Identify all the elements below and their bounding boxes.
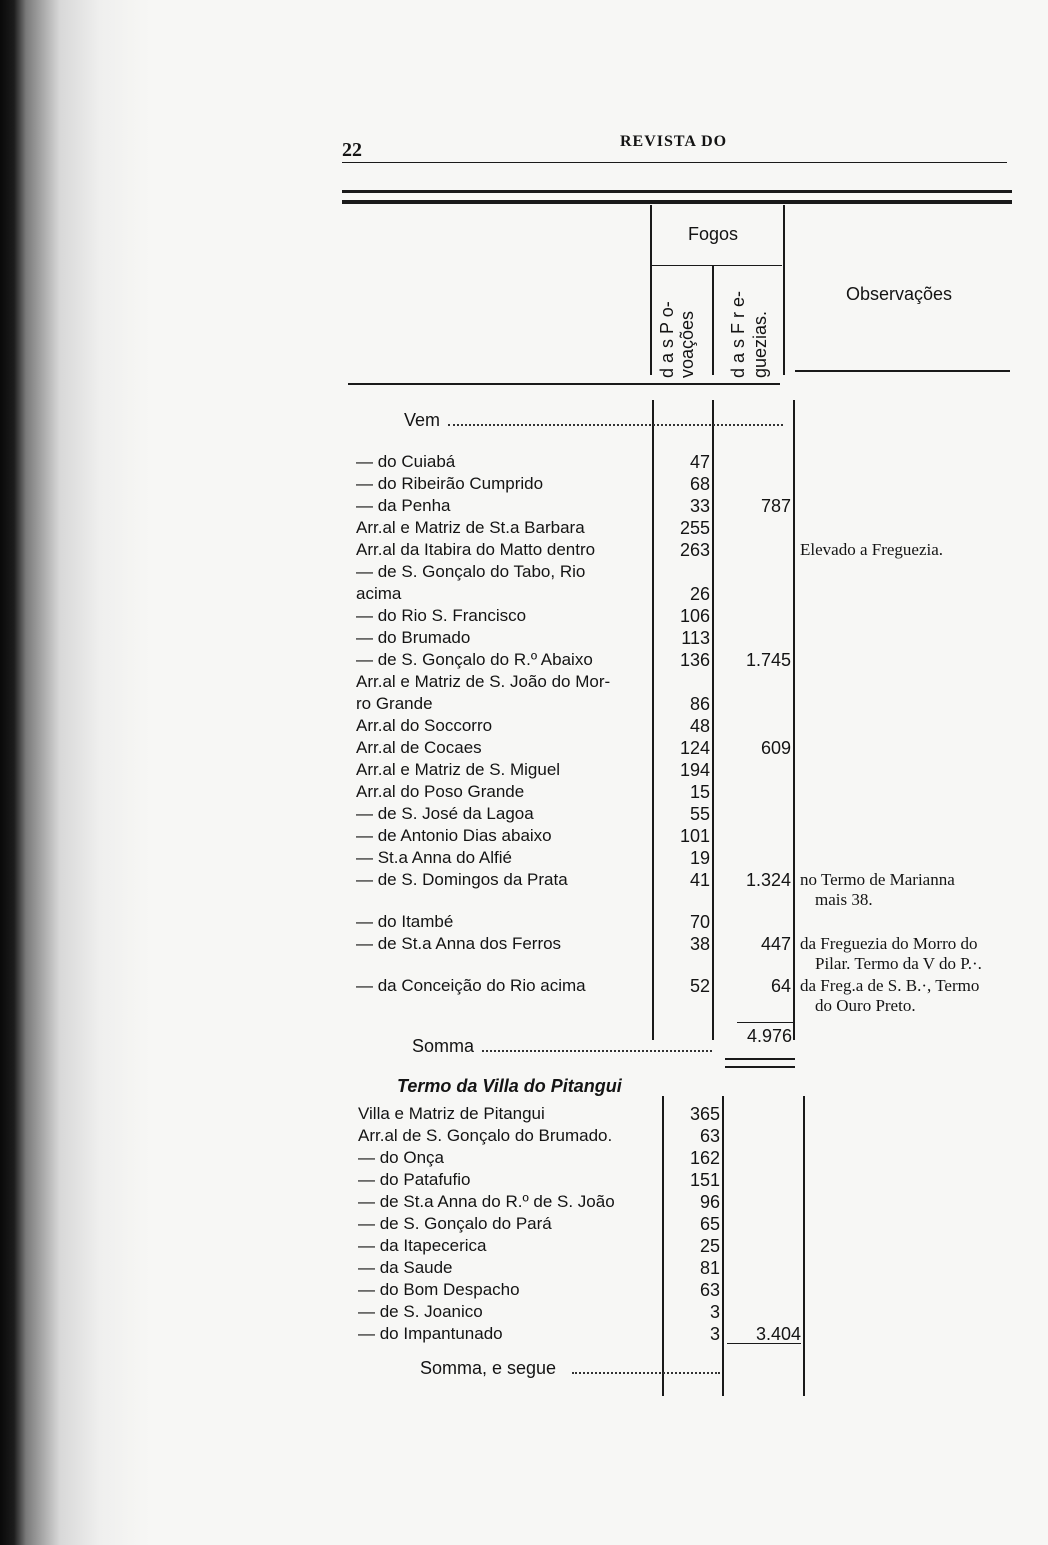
freguezias-header-2: guezias. [750, 310, 770, 378]
row-povoacoes-value: 263 [679, 540, 710, 560]
row-label: — do Patafufio [358, 1170, 471, 1189]
row-povoacoes-value: 255 [679, 518, 710, 538]
body-divider-freg [793, 400, 795, 1040]
row-label: Arr.al do Soccorro [356, 716, 493, 735]
somma-double-rule-2 [725, 1066, 795, 1068]
row-povoacoes-value: 162 [689, 1148, 720, 1168]
row-label: Arr.al e Matriz de S. Miguel [356, 760, 561, 779]
row-povoacoes-value: 124 [679, 738, 710, 758]
row-povoacoes-value: 26 [689, 584, 710, 604]
row-freguezias-value: 1.324 [745, 870, 791, 890]
row-observacao: Elevado a Freguezia. [800, 540, 944, 559]
row-label: — da Conceição do Rio acima [356, 976, 586, 995]
row-label: — do Onça [358, 1148, 444, 1167]
row-povoacoes-value: 63 [699, 1280, 720, 1300]
row-label: acima [356, 584, 402, 603]
body-divider-label [652, 400, 654, 1040]
body2-divider-freg [803, 1096, 805, 1396]
row-label: Arr.al do Poso Grande [356, 782, 525, 801]
row-observacao: da Freg.a de S. B.·, Termo [800, 976, 980, 995]
page-number: 22 [342, 139, 362, 161]
col-divider-fogos [783, 205, 785, 375]
row-povoacoes-value: 3 [709, 1302, 720, 1322]
row-povoacoes-value: 41 [689, 870, 710, 890]
row-observacao-cont: Pilar. Termo da V do P.·. [815, 954, 982, 973]
row-label: — do Bom Despacho [358, 1280, 520, 1299]
row-label: — de Antonio Dias abaixo [356, 826, 552, 845]
row-povoacoes-value: 136 [679, 650, 710, 670]
row-freguezias-value: 1.745 [745, 650, 791, 670]
row-label: Arr.al e Matriz de S. João do Mor- [356, 672, 611, 691]
row-freguezias-value: 3.404 [755, 1324, 801, 1344]
somma-top-rule [737, 1022, 793, 1023]
row-freguezias-value: 64 [770, 976, 791, 996]
row-label: Arr.al e Matriz de St.a Barbara [356, 518, 585, 537]
row-label: — do Itambé [356, 912, 454, 931]
table-top-rule-2 [342, 200, 1012, 204]
freguezias-header: d a s F r e- [728, 290, 748, 378]
row-freguezias-value: 787 [760, 496, 791, 516]
row-label: — de St.a Anna do R.º de S. João [358, 1192, 615, 1211]
vem-label: Vem [404, 410, 441, 430]
row-label: Arr.al de S. Gonçalo do Brumado. [358, 1126, 613, 1145]
table-top-rule [342, 190, 1012, 193]
row-povoacoes-value: 151 [689, 1170, 720, 1190]
somma-segue-leader [572, 1372, 720, 1374]
row-label: — do Brumado [356, 628, 471, 647]
body2-divider-label [662, 1096, 664, 1396]
row-povoacoes-value: 15 [689, 782, 710, 802]
header-bottom-rule-obs [795, 370, 1010, 372]
row-label: — da Penha [356, 496, 451, 515]
row-povoacoes-value: 365 [689, 1104, 720, 1124]
row-povoacoes-value: 25 [699, 1236, 720, 1256]
row-label: Arr.al de Cocaes [356, 738, 482, 757]
vem-leader [448, 424, 783, 426]
running-title: REVISTA DO [620, 133, 728, 150]
row-povoacoes-value: 101 [679, 826, 710, 846]
row-povoacoes-value: 3 [709, 1324, 720, 1344]
povoacoes-header: d a s P o- [657, 301, 677, 378]
row-povoacoes-value: 48 [689, 716, 710, 736]
somma-label: Somma [412, 1036, 475, 1056]
row-povoacoes-value: 113 [681, 628, 710, 648]
row-povoacoes-value: 19 [689, 848, 710, 868]
row-povoacoes-value: 81 [699, 1258, 720, 1278]
header-rule [342, 162, 1007, 163]
row-povoacoes-value: 33 [689, 496, 710, 516]
row-povoacoes-value: 96 [699, 1192, 720, 1212]
row-label: — do Rio S. Francisco [356, 606, 527, 625]
row-povoacoes-value: 86 [689, 694, 710, 714]
row-label: Arr.al da Itabira do Matto dentro [356, 540, 596, 559]
row-label: — de S. Domingos da Prata [356, 870, 568, 889]
row-label: — do Ribeirão Cumprido [356, 474, 544, 493]
row-label: — da Saude [358, 1258, 453, 1277]
row-label: ro Grande [356, 694, 433, 713]
row-label: — de S. Gonçalo do Pará [358, 1214, 552, 1233]
row-povoacoes-value: 38 [689, 934, 710, 954]
section2-title: Termo da Villa do Pitangui [397, 1076, 622, 1096]
row-label: — de S. José da Lagoa [356, 804, 534, 823]
row-label: — de S. Joanico [358, 1302, 483, 1321]
row-label: — St.a Anna do Alfié [356, 848, 512, 867]
row-povoacoes-value: 65 [699, 1214, 720, 1234]
row-observacao-cont: do Ouro Preto. [815, 996, 916, 1015]
row-label: — do Impantunado [358, 1324, 503, 1343]
povoacoes-header-2: voações [677, 310, 697, 378]
final-sum-rule [727, 1343, 801, 1344]
row-label: Villa e Matriz de Pitangui [358, 1104, 545, 1123]
row-povoacoes-value: 55 [689, 804, 710, 824]
observacoes-header: Observações [846, 284, 953, 304]
row-povoacoes-value: 194 [679, 760, 710, 780]
row-label: — de St.a Anna dos Ferros [356, 934, 562, 953]
col-divider-label [650, 205, 652, 375]
somma-value: 4.976 [746, 1026, 792, 1046]
body2-divider-pov [722, 1096, 724, 1396]
row-freguezias-value: 609 [760, 738, 791, 758]
fogos-subrule [651, 265, 782, 266]
somma-segue-label: Somma, e segue [420, 1358, 557, 1378]
row-povoacoes-value: 52 [689, 976, 710, 996]
somma-leader [482, 1050, 712, 1052]
header-bottom-rule [348, 383, 780, 385]
row-povoacoes-value: 106 [679, 606, 710, 626]
row-povoacoes-value: 68 [689, 474, 710, 494]
row-povoacoes-value: 47 [689, 452, 710, 472]
row-freguezias-value: 447 [760, 934, 791, 954]
row-observacao-cont: mais 38. [815, 890, 873, 909]
row-observacao: da Freguezia do Morro do [800, 934, 978, 953]
row-observacao: no Termo de Marianna [800, 870, 955, 889]
row-label: — de S. Gonçalo do Tabo, Rio [356, 562, 586, 581]
row-label: — do Cuiabá [356, 452, 456, 471]
page-edge-shadow [0, 0, 150, 1545]
row-povoacoes-value: 63 [699, 1126, 720, 1146]
body-divider-pov [712, 400, 714, 1040]
row-label: — da Itapecerica [358, 1236, 487, 1255]
somma-double-rule-1 [725, 1058, 795, 1060]
row-label: — de S. Gonçalo do R.º Abaixo [356, 650, 593, 669]
row-povoacoes-value: 70 [689, 912, 710, 932]
fogos-subdivider [712, 265, 714, 375]
fogos-header: Fogos [688, 224, 739, 244]
